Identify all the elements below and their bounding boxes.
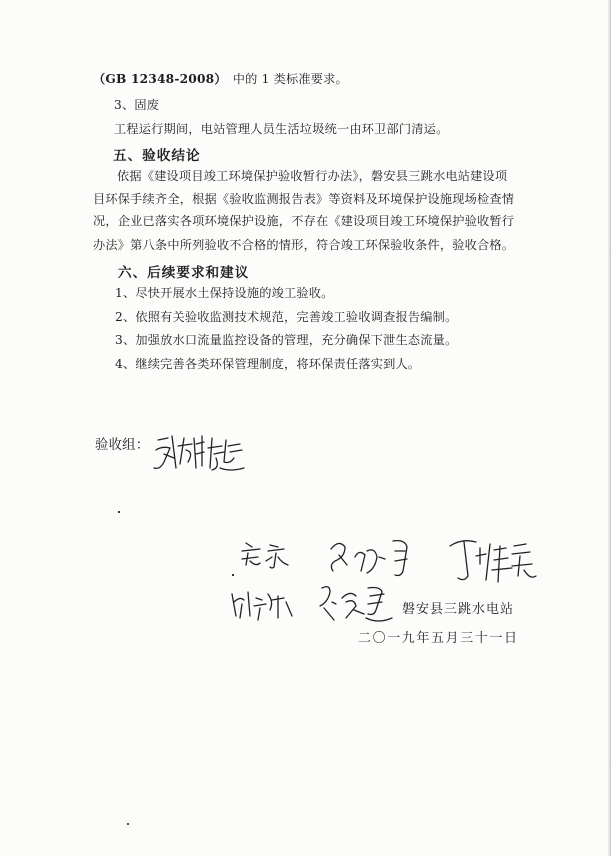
handwritten-signature-5 [228,586,298,624]
item3-label: 3、固废 [114,98,160,112]
suggestion-3: 3、加强放水口流量监控设备的管理，充分确保下泄生态流量。 [115,333,458,347]
organization-name: 磐安县三跳水电站 [402,602,515,617]
conclusion-line-3: 况，企业已落实各项环境保护设施，不存在《建设项目竣工环境保护验收暂行 [93,214,515,228]
item3-text: 工程运行期间，电站管理人员生活垃圾统一由环卫部门清运。 [114,122,449,136]
conclusion-line-4: 办法》第八条中所列验收不合格的情形，符合竣工环保验收条件，验收合格。 [93,238,515,252]
gb-standard-code: （GB 12348-2008） [93,72,227,86]
conclusion-line-2: 目环保手续齐全，根据《验收监测报告表》等资料及环境保护设施现场检查情 [93,192,515,206]
scan-speck [232,574,234,576]
section6-title: 六、后续要求和建议 [118,265,250,281]
handwritten-signature-6 [316,580,396,626]
scan-speck [118,511,120,513]
section5-title: 五、验收结论 [113,148,201,164]
suggestion-2: 2、依照有关验收监测技术规范，完善竣工验收调查报告编制。 [115,310,458,324]
handwritten-signature-3 [325,535,435,585]
suggestion-4: 4、继续完善各类环保管理制度，将环保责任落实到人。 [115,357,421,371]
handwritten-signature-2 [238,537,300,571]
suggestion-1: 1、尽快开展水土保持设施的竣工验收。 [115,286,334,300]
handwritten-signature-4 [446,536,542,590]
handwritten-signature-1 [150,428,250,478]
gb-standard-line [93,71,348,87]
acceptance-group-label: 验收组： [95,438,150,453]
signing-date: 二〇一九年五月三十一日 [358,631,519,646]
conclusion-line-1: 依据《建设项目竣工环境保护验收暂行办法》，磐安县三跳水电站建设项 [117,169,508,183]
gb-standard-text: 中的 1 类标准要求。 [232,72,348,86]
scan-speck [127,823,129,825]
